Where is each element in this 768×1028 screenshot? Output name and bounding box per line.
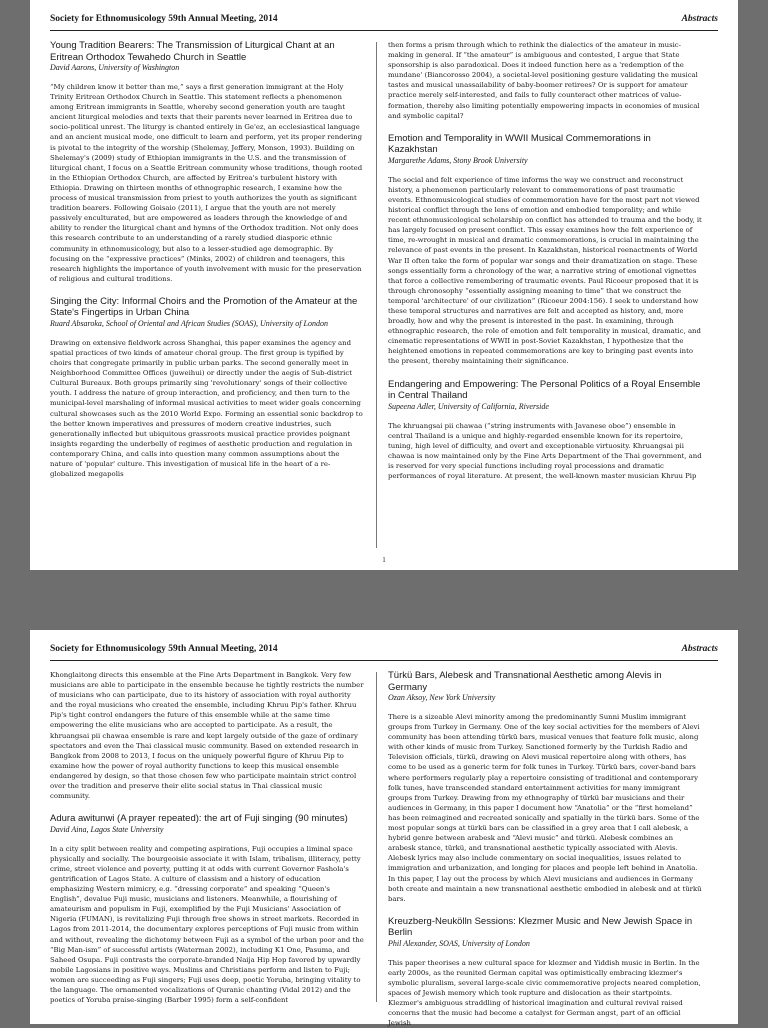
abstract-title: Adura awitunwi (A prayer repeated): the art of Fuji singing (90 minutes) [50,813,348,825]
abstract-body: In a city split between reality and competing aspirations, Fuji occupies a liminal space physically and socially. The bourgeoisie associate it with Islam, tribalism, illiteracy, petty crime, street violence and poverty, putting it at odds with current Governor Fashola's gentrification of Lagos State. A culture of classism and a history of education emphasizing Western mimicry, e.g. “dressing corporate” and speaking “Queen's English”, devalue Fuji music, musicians and listeners. Meanwhile, a flourishing of amateurism and populism in Fuji, exemplified by the Fuji Musicians' Association of Nigeria (FUMAN), is revitalizing Fuji through free shows in street markets. Recorded in Lagos from 2011-2014, the documentary explores perceptions of Fuji music from within and without, revealing the dichotomy between Fuji as a symbol of the urban poor and the “Big Man-ism” of successful artists (Waterman 2002), including K1 One, Pasuma, and Saheed Osupa. Fuji contrasts the corporate-branded Naija Hip Hop favored by upwardly mobile Lagosians in positive ways. Muslims and Christians perform and listen to Fuji; women are succeeding as Fuji singers; Fuji uses deep, poetic Yoruba, bringing vitality to the language. The ornamented vocalizations of Quranic chanting (Vidal 2012) and the poetics of Yoruba praise-singing (Barber 1995) form a self-confident [50,844,364,1005]
abstract-title: Endangering and Empowering: The Personal Politics of a Royal Ensemble in Central Thailand [388,378,701,402]
abstract-title: Kreuzberg-Neukölln Sessions: Klezmer Music and New Jewish Space in Berlin [388,915,693,939]
abstract [388,916,702,1028]
header-section-label: Abstracts [681,14,718,24]
abstract [388,379,702,482]
abstract-author: Ruard Absaroka, School of Oriental and African Studies (SOAS), University of London [50,318,328,328]
abstract-continuation: Khonglaitong directs this ensemble at the Fine Arts Department in Bangkok. Very few musicians are able to participate in the ensemble because he tightly restricts the number of musicians who can participate, due to its history of association with royal authority and the royal musicians who created the ensemble, including Khruu Pip's father. Khruu Pip's tight control endangers the future of this ensemble while at the same time empowering the elite musicians who are accepted to participate. As a result, the khruangsai pii chawaa ensemble is rare and kept largely outside of the gaze of ordinary spectators and even the Thai classical music community. Based on extended research in Bangkok from 2008 to 2013, I focus on the uniquely powerful figure of Khruu Pip to examine how the power of royal authority functions to keep this musical ensemble endangered by design, so that those chosen few who participate maintain strict control over the tradition and preserve their elite social status in Thai classical music community. [50,671,364,801]
header-conference-title: Society for Ethnomusicology 59th Annual Meeting, 2014 [50,14,278,24]
left-column [50,40,364,548]
abstract-body: There is a sizeable Alevi minority among the predominantly Sunni Muslim immigrant groups from Turkey in Germany. One of the key social activities for the members of Alevi community has been attending türkü bars, musical venues that feature folk music, along with other kinds of music from Turkey. Sanctioned formerly by the Turkish Radio and Television officials, türkü, drawing on Alevi musical repertoire along with others, has come to be used as a generic term for folk tunes in Turkey. Türkü bars, cover-band bars where performers regularly play a repertoire consisting of traditional and contemporary folk tunes, have transcended standard entertainment activities for many immigrant groups from Turkey. Drawing from my ethnography of türkü bar musicians and their audiences in Germany, in this paper I document how “Anatolia” or the “first homeland” has been reimagined and recreated sonically and spatially in the türkü bars. Some of the most popular songs at türkü bars can be classified in a grey area that I call alebesk, a hybrid genre between arabesk and “Alevi music” and türkü. Alebesk combines an arabesk stance, türkü, and transnational aesthetic typically associated with Alevis. Alebesk lyrics may also include commentary on social inequalities, issues related to immigration and urbanization, and longing for places and people left behind in Anatolia. In this paper, I lay out the process by which Alevi musicians and audiences in Germany both create and maintain a new transnational aesthetic embodied in alebesk and at türkü bars. [388,713,702,903]
abstract-author: Ozan Aksoy, New York University [388,693,496,702]
left-column [50,670,364,1005]
right-column [388,670,702,1028]
right-column [388,40,702,548]
abstract-title: Türkü Bars, Alebesk and Transnational Aesthetic among Alevis in Germany [388,670,662,693]
page-number: 1 [382,556,386,564]
abstract [50,40,364,284]
header-section-label: Abstracts [681,644,718,654]
abstract-body: Drawing on extensive fieldwork across Shanghai, this paper examines the agency and spatial practices of two kinds of amateur choral group. The first group is typified by choirs that congregate primarily in public urban parks. The second generally meet in Neighborhood Committee Offices (juweihui) or directly under the aegis of Sub-district Cultural Bureaux. Both groups primarily sing 'revolutionary' songs of their collective youth. I address the nature of group interaction, and proficiency, and then turn to the municipal-level marshaling of informal musical activities to meet wider goals concerning cultural showcases such as the 2010 World Expo. Forming an essential sonic backdrop to the better known imperatives and pressures of modern creative industries, such generationally inflected but ubiquitous grassroots musical practice provides poignant insights regarding the underbelly of regimes of aesthetic production and regulation in contemporary China, and calls into question many common assumptions about the nature of 'popular' culture. This investigation of musical life in the heart of a re-globalized megapolis [50,338,363,479]
document-page-1 [30,0,738,570]
abstract-title: Singing the City: Informal Choirs and the Promotion of the Amateur at the State's Fingertips in Urban China [50,295,358,319]
abstract-author: Margarethe Adams, Stony Brook University [388,155,528,165]
abstract [50,813,364,1005]
abstract-author: David Aina, Lagos State University [50,824,164,834]
abstract-title: Emotion and Temporality in WWII Musical Commemorations in Kazakhstan [388,132,651,156]
column-divider [376,42,377,548]
abstract-body: The social and felt experience of time informs the way we construct and reconstruct history, a phenomenon particularly relevant to commemorations of past traumatic events. Ethnomusicological studies of commemoration have for the most part not viewed historical conflict through the lens of emotion and embodied temporality; and while recent ethnomusicological scholarship on conflict has attended to trauma and the body, it has largely focused on present conflict. This essay examines how the felt experience of time, re-wrought in musical and dramatic commemorations, is crucial in maintaining the relevance of past events in the present. In Kazakhstan, historical reenactments of World War II often take the form of popular war songs and their dramatization on stage. These songs essentially form a chronology of the war, a narrative string of emotional vignettes that force a collective remembering of traumatic events. Paul Ricoeur proposed that it is through chronosophy “essentially assigning meaning to time” that we construct the temporal 'architecture' of our civilization” (Ricoeur 2004:156). I seek to understand how these temporal structures and narratives are felt and accepted as history, and, more broadly, how and why the present is interested in the past. In examining, through ethnographic research, the role of emotion and felt temporality in musical, dramatic, and cinematic representations of WWII in post-Soviet Kazakhstan, I hypothesize that the heightened emotions in repeated commemorations are key to bringing past events into the present, thereby maintaining their significance. [388,175,702,366]
abstract [388,670,702,904]
abstract-continuation: then forms a prism through which to rethink the dialectics of the amateur in music-making in general. If “the amateur” is ambiguous and contested, I argue that State sponsorship is also paradoxical. Does it indeed function here as a 'redemption of the mundane' (Biancorosso 2004), a societal-level positioning gesture validating the musical tastes and musical unassailability of baby-boomer retirees? Or is support for amateur practice merely self-interested, and fails to fully counteract other matrices of value-formation, thereby also limiting potentially empowering impacts in economies of musical and symbolic capital? [388,41,700,120]
running-header [50,14,718,31]
abstract-author: Supeena Adler, University of California, Riverside [388,401,549,411]
abstract-title: Young Tradition Bearers: The Transmission of Liturgical Chant at an Eritrean Orthodox Tewahedo Church in Seattle [50,40,335,63]
document-page-2 [30,630,738,1028]
abstract-body: “My children know it better than me,” says a first generation immigrant at the Holy Trinity Eritrean Orthodox Church in Seattle. This statement reflects a phenomenon among Eritrean immigrants in Seattle, whereby second generation youth are taught ancient liturgical melodies and texts that their parents never learned in Eritrea due to socio-political unrest. The liturgy is chanted entirely in Ge'ez, an ecclesiastical language and an ancient musical mode, one difficult to learn and perform, yet its proper rendering is pivotal to the integrity of the worship (Shelemay, Jeffery, Monson, 1993). Building on Shelemay's (2009) study of Ethiopian immigrants in the U.S. and the transmission of liturgical chant, I focus on a Seattle Eritrean community whose traditions, though rooted in the Ethiopian Orthodox Church, are affected by Eritrea's turbulent history with Ethiopia. Drawing on thirteen months of ethnographic research, I examine how the process of musical transmission from priest to youth authorizes the youth as significant tradition bearers. Following Goisaio (2011), I argue that the youth are not merely passively enculturated, but are empowered as leaders through the knowledge of and ability to render the liturgical chant and hymns of the Orthodox tradition. Not only does this research contribute to an understanding of a rarely studied diasporic ethnic community in ethnomusicology, but also to a lesser-studied age demographic. By focusing on the “expressive practices” (Minks, 2002) of children and teenagers, this research highlights the importance of youth involvement with music for the preservation of religious and cultural traditions. [50,83,363,283]
abstract-author: Phil Alexander, SOAS, University of London [388,938,530,948]
running-header [50,644,718,661]
column-divider [376,672,377,1002]
abstract [388,133,702,367]
abstract-body: This paper theorises a new cultural space for klezmer and Yiddish music in Berlin. In the early 2000s, as the reunited German capital was optimistically embracing klezmer's symbolic pluralism, several large-scale civic commemorative projects neared completion, spaces of Jewish memory which took rupture and dislocation as their startpoints. Klezmer's ambiguous straddling of historical imagination and cultural revival raised concerns that the music had become a catalyst for German angst, part of an official Jewish [388,958,701,1028]
abstract [50,296,364,479]
abstract-body: The khruangsai pii chawaa (“string instruments with Javanese oboe”) ensemble in central Thailand is a unique and highly-regarded ensemble known for its repertoire, tuning, high level of difficulty, and overt and exceptionable virtuosity. Khruangsai pii chawaa is now maintained only by the Fine Arts Department of the Thai government, and is reserved for very special functions including royal processions and dramatic performances of royal literature. At present, the well-known master musician Khruu Pip [388,421,702,480]
abstract-author: David Aarons, University of Washington [50,63,180,72]
header-conference-title: Society for Ethnomusicology 59th Annual Meeting, 2014 [50,644,278,654]
